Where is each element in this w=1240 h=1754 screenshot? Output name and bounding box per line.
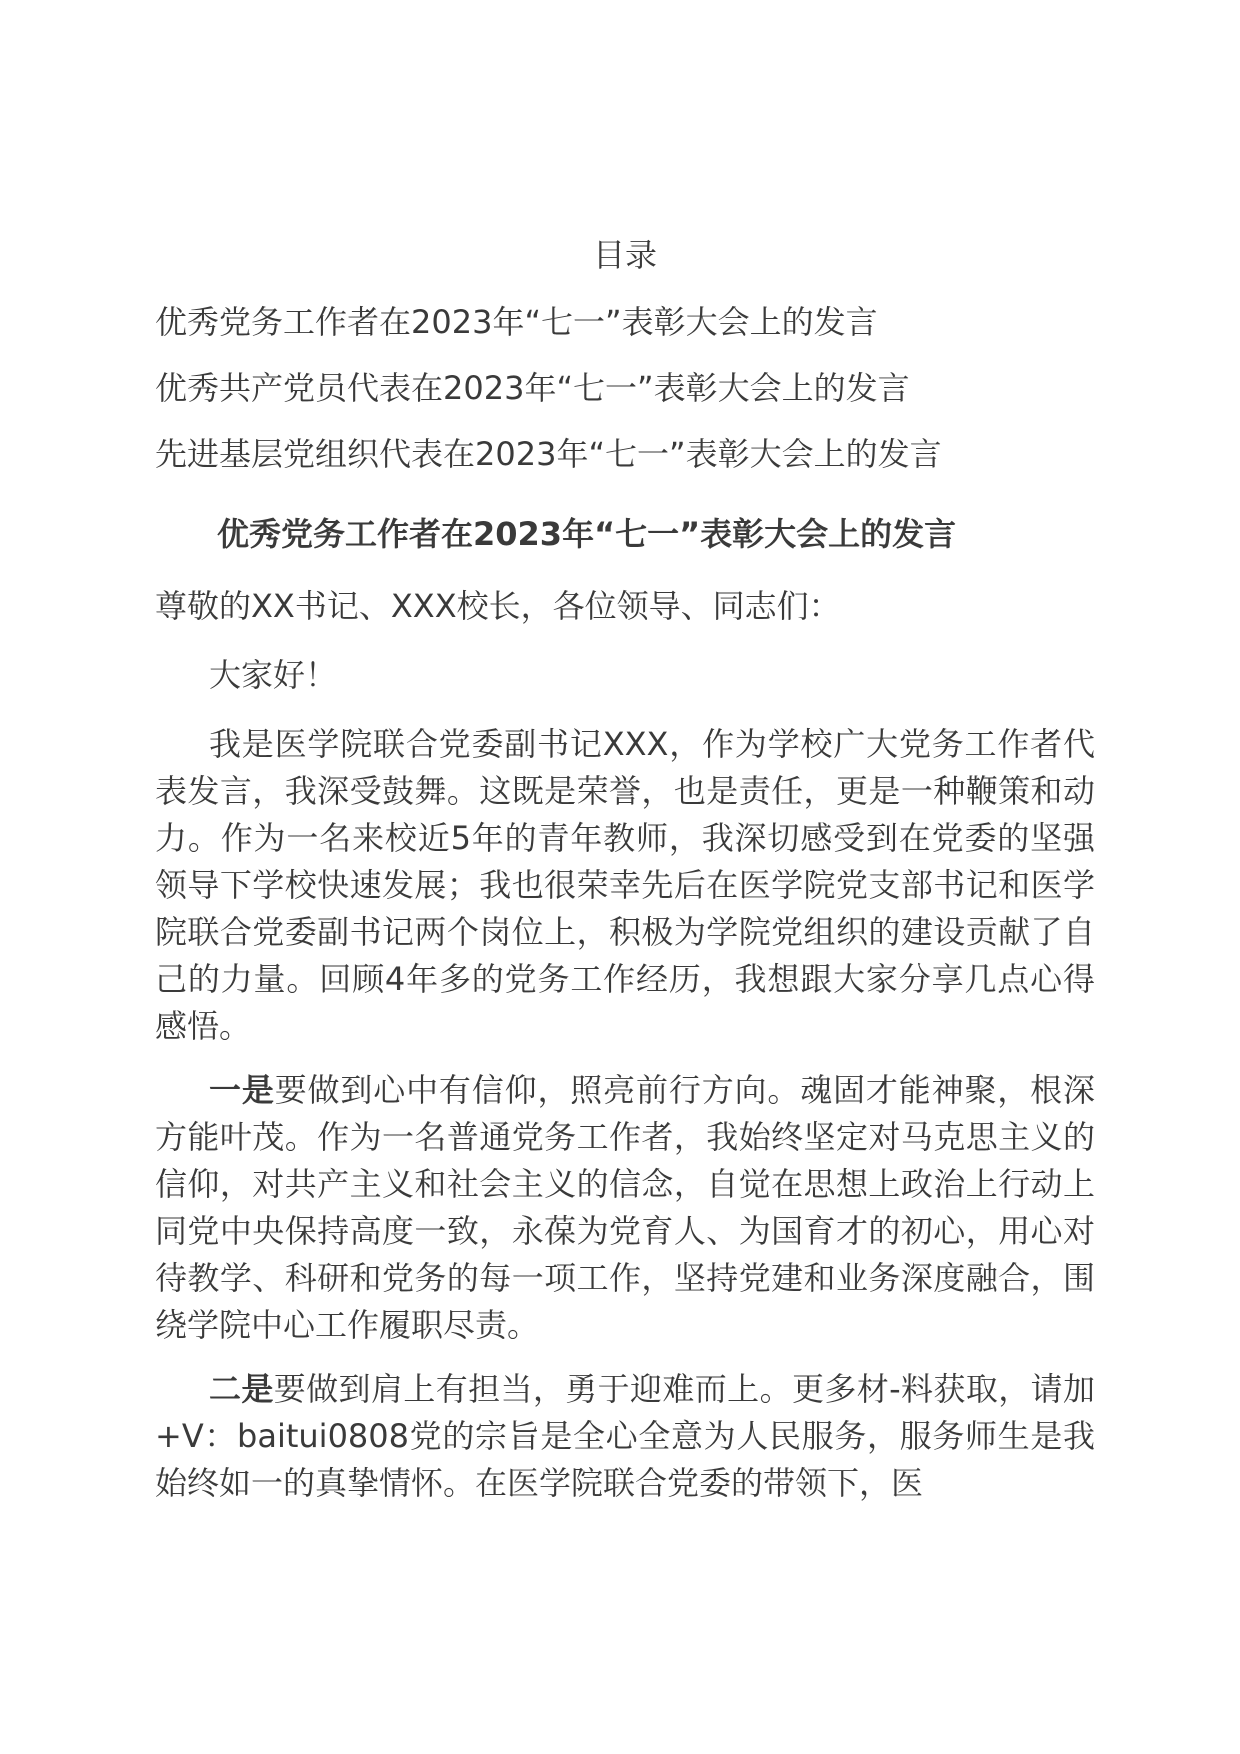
body-paragraph-point-2 [155,1366,1095,1507]
toc-item[interactable]: 优秀共产党员代表在2023年“七一”表彰大会上的发言 [155,369,910,407]
point-lead: 一是 [209,1071,275,1109]
salutation: 尊敬的XX书记、XXX校长，各位领导、同志们： [155,587,841,625]
toc-item[interactable]: 先进基层党组织代表在2023年“七一”表彰大会上的发言 [155,435,942,473]
greeting: 大家好！ [209,656,338,694]
point-lead: 二是 [209,1370,274,1408]
toc-title: 目录 [592,236,657,274]
point-text: 要做到心中有信仰，照亮前行方向。魂固才能神聚，根深方能叶茂。作为一名普通党务工作者，我始终坚定对马克思主义的信仰，对共产主义和社会主义的信念，自觉在思想上政治上行动上同党中央保持高度一致，永葆为党育人、为国育才的初心，用心对待教学、科研和党务的每一项工作，坚持党建和业务深度融合，围绕学院中心工作履职尽责。 [155,1071,1095,1344]
body-paragraph-point-1 [155,1067,1095,1349]
body-paragraph: 我是医学院联合党委副书记XXX，作为学校广大党务工作者代表发言，我深受鼓舞。这既是荣誉，也是责任，更是一种鞭策和动力。作为一名来校近5年的青年教师，我深切感受到在党委的坚强领导下学校快速发展；我也很荣幸先后在医学院党支部书记和医学院联合党委副书记两个岗位上，积极为学院党组织的建设贡献了自己的力量。回顾4年多的党务工作经历，我想跟大家分享几点心得感悟。 [155,725,1095,1045]
point-text: 要做到肩上有担当，勇于迎难而上。更多材-料获取，请加+V：baitui0808党的宗旨是全心全意为人民服务，服务师生是我始终如一的真挚情怀。在医学院联合党委的带领下，医 [155,1370,1095,1502]
toc-item[interactable]: 优秀党务工作者在2023年“七一”表彰大会上的发言 [155,303,878,341]
speech-title: 优秀党务工作者在2023年“七一”表彰大会上的发言 [217,515,957,553]
